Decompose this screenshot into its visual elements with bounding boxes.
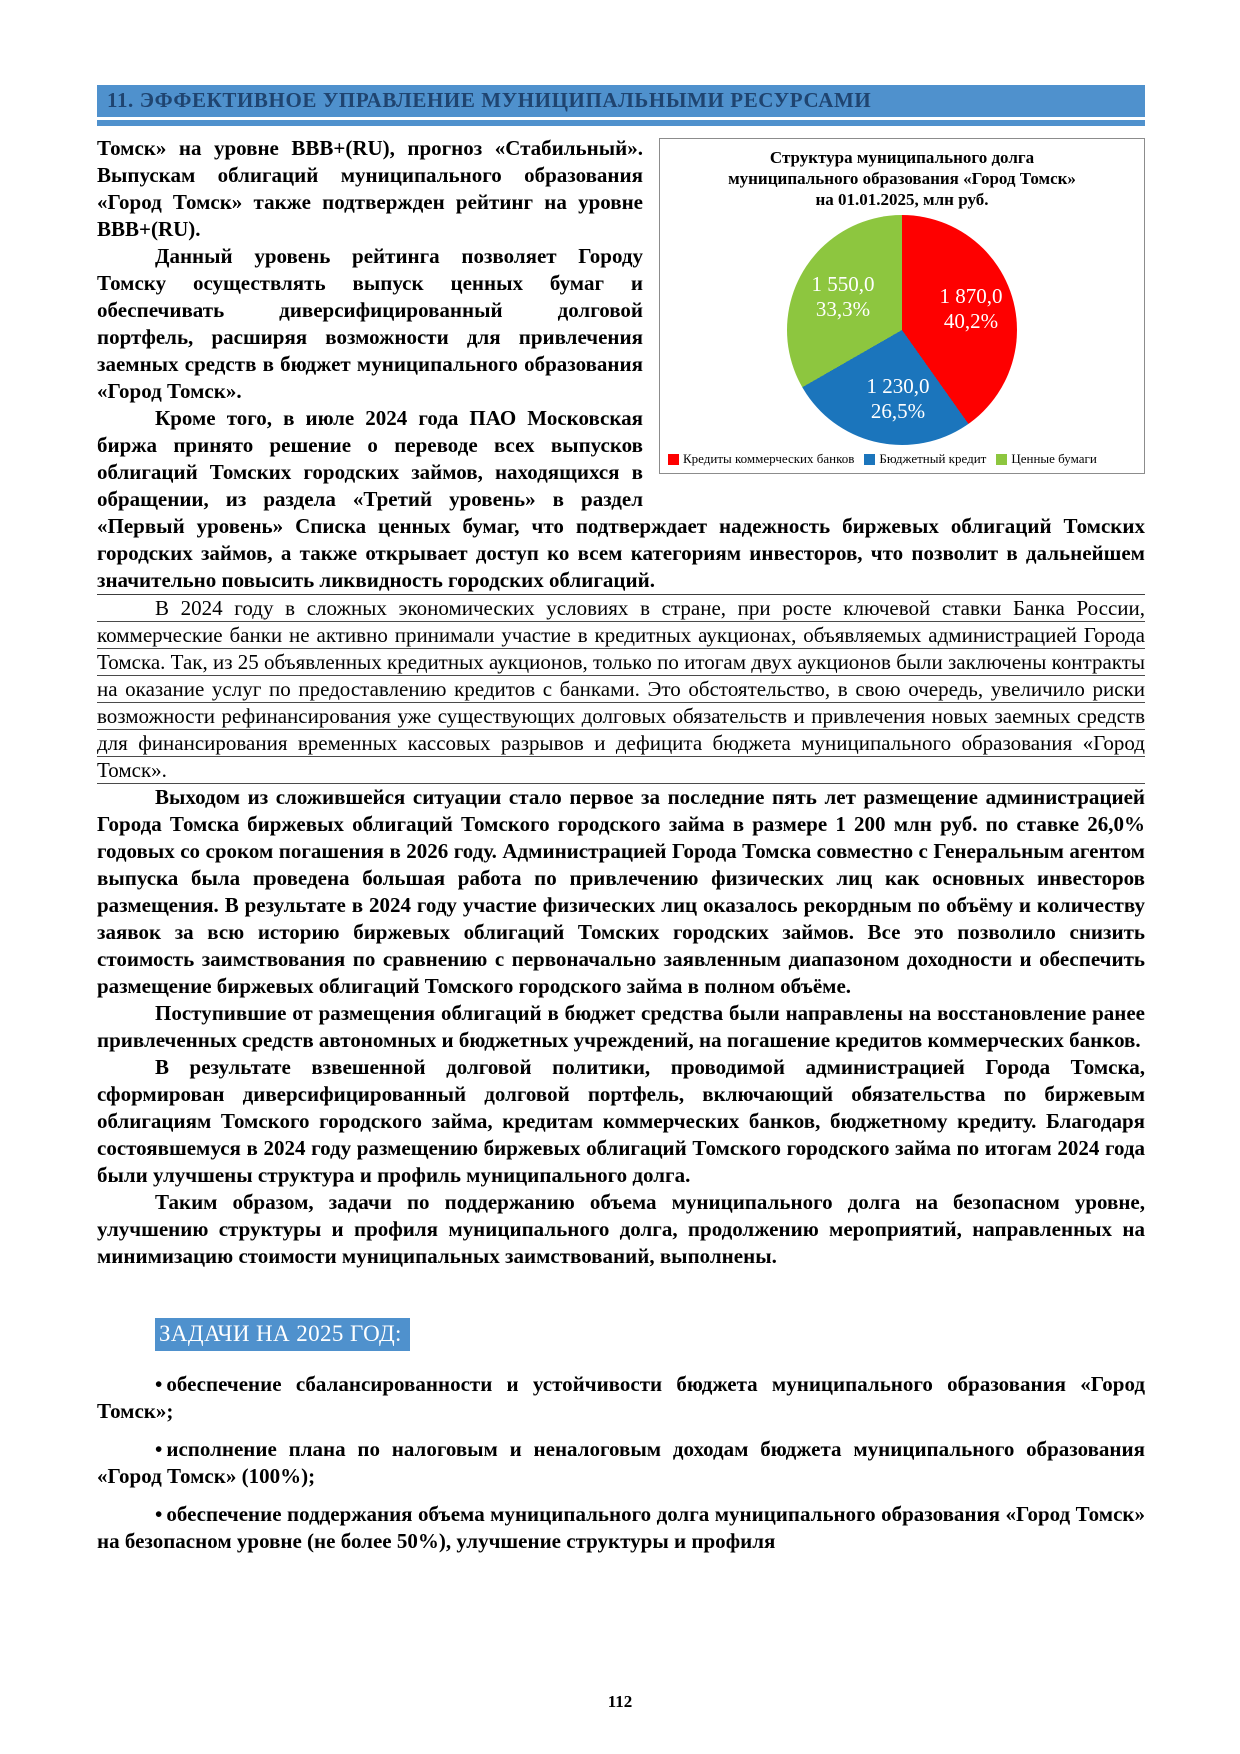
bullet-icon: • <box>155 1372 163 1396</box>
chart-legend <box>666 449 1138 467</box>
legend-label: Бюджетный кредит <box>879 451 987 466</box>
chart-title <box>666 147 1138 210</box>
tasks-heading-row <box>97 1318 1145 1351</box>
page-number: 112 <box>607 1692 633 1711</box>
legend-item <box>864 451 986 467</box>
legend-label: Кредиты коммерческих банков <box>683 451 855 466</box>
slice-value: 1 230,0 <box>866 374 930 398</box>
legend-label: Ценные бумаги <box>1011 451 1097 466</box>
body-paragraph: В результате взвешенной долговой политики, проводимой администрацией Города Томска, сформирован диверсифицированный долговой портфель, включающий обязательства по биржевым облигациям Томского городского займа, кредитам коммерческих банков, бюджетному кредиту. Благодаря состоявшемуся в 2024 году размещению биржевых облигаций Томского городского займа по итогам 2024 года были улучшены структура и профиль муниципального долга. <box>97 1055 1145 1187</box>
body-paragraph: Кроме того, в июле 2024 года ПАО Московская биржа принято решение о переводе всех выпусков облигаций Томских городских займов, находящихся в обращении, из раздела «Третий уровень» в раздел «Первый уровень» Списка ценных бумаг, что подтверждает надежность биржевых облигаций Томских городских займов, а также открывает доступ ко всем категориям инвесторов, что позволит в дальнейшем значительно повысить ликвидность городских облигаций. <box>97 405 1145 595</box>
body-paragraph: Поступившие от размещения облигаций в бюджет средства были направлены на восстановление ранее привлеченных средств автономных и бюджетных учреждений, на погашение кредитов коммерческих банков. <box>97 1001 1145 1052</box>
tasks-heading: ЗАДАЧИ НА 2025 ГОД: <box>155 1318 410 1351</box>
task-bullet-item <box>97 1501 1145 1555</box>
slice-percent: 33,3% <box>815 297 871 321</box>
bullet-icon: • <box>155 1437 163 1461</box>
pie-chart <box>787 215 1017 445</box>
task-bullet-item <box>97 1436 1145 1490</box>
body-paragraph: Томск» на уровне BBB+(RU), прогноз «Стабильный». Выпускам облигаций муниципального образования «Город Томск» также подтвержден рейтинг на уровне BBB+(RU). <box>97 136 643 241</box>
legend-swatch-blue-icon <box>864 454 875 465</box>
legend-swatch-green-icon <box>996 454 1007 465</box>
body-content <box>97 135 1145 1566</box>
task-bullet-item <box>97 1371 1145 1425</box>
section-title: 11. ЭФФЕКТИВНОЕ УПРАВЛЕНИЕ МУНИЦИПАЛЬНЫМИ РЕСУРСАМИ <box>107 88 872 112</box>
chart-title-line: Структура муниципального долга <box>769 148 1035 167</box>
body-paragraph: Данный уровень рейтинга позволяет Городу Томску осуществлять выпуск ценных бумаг и обеспечивать диверсифицированный долговой портфель, расширяя возможности для привлечения заемных средств в бюджет муниципального образования «Город Томск». <box>97 244 643 403</box>
slice-value: 1 870,0 <box>939 284 1003 308</box>
body-paragraph: В 2024 году в сложных экономических условиях в стране, при росте ключевой ставки Банка России, коммерческие банки не активно принимали участие в кредитных аукционах, объявляемых администрацией Города Томска. Так, из 25 объявленных кредитных аукционов, только по итогам двух аукционов были заключены контракты на оказание услуг по предоставлению кредитов с банками. Это обстоятельство, в свою очередь, увеличило риски возможности рефинансирования уже существующих долговых обязательств и привлечения новых заемных средств для финансирования временных кассовых разрывов и дефицита бюджета муниципального образования «Город Томск». <box>97 596 1145 782</box>
chart-title-line: муниципального образования «Город Томск» <box>728 169 1076 188</box>
pie-label-commercial-credits <box>940 284 1003 334</box>
section-banner <box>97 85 1145 126</box>
body-paragraph: Выходом из сложившейся ситуации стало первое за последние пять лет размещение администрацией Города Томска биржевых облигаций Томского городского займа в размере 1 200 млн руб. по ставке 26,0% годовых со сроком погашения в 2026 году. Администрацией Города Томска совместно с Генеральным агентом выпуска была проведена большая работа по привлечению физических лиц как основных инвесторов размещения. В результате в 2024 году участие физических лиц оказалось рекордным по объёму и количеству заявок за всю историю биржевых облигаций Томских городских займов. Все это позволило снизить стоимость заимствования по сравнению с первоначально заявленным диапазоном доходности и обеспечить размещение биржевых облигаций Томского городского займа в полном объёме. <box>97 785 1145 998</box>
slice-value: 1 550,0 <box>811 272 875 296</box>
slice-percent: 40,2% <box>943 309 999 333</box>
pie-label-securities <box>812 272 875 322</box>
task-bullet-text: обеспечение сбалансированности и устойчивости бюджета муниципального образования «Город Томск»; <box>97 1372 1145 1423</box>
task-bullet-text: исполнение плана по налоговым и неналоговым доходам бюджета муниципального образования «Город Томск» (100%); <box>97 1437 1145 1488</box>
debt-structure-chart <box>659 138 1145 474</box>
legend-item <box>996 451 1096 467</box>
task-bullet-text: обеспечение поддержания объема муниципального долга муниципального образования «Город Томск» на безопасном уровне (не более 50%), улучшение структуры и профиля <box>97 1502 1145 1553</box>
slice-percent: 26,5% <box>870 399 926 423</box>
body-paragraph: Таким образом, задачи по поддержанию объема муниципального долга на безопасном уровне, улучшению структуры и профиля муниципального долга, продолжению мероприятий, направленных на минимизацию стоимости муниципальных заимствований, выполнены. <box>97 1190 1145 1268</box>
legend-swatch-red-icon <box>668 454 679 465</box>
legend-item <box>668 451 854 467</box>
pie-label-budget-credit <box>867 374 930 424</box>
chart-title-line: на 01.01.2025, млн руб. <box>815 190 989 209</box>
bullet-icon: • <box>155 1502 163 1526</box>
